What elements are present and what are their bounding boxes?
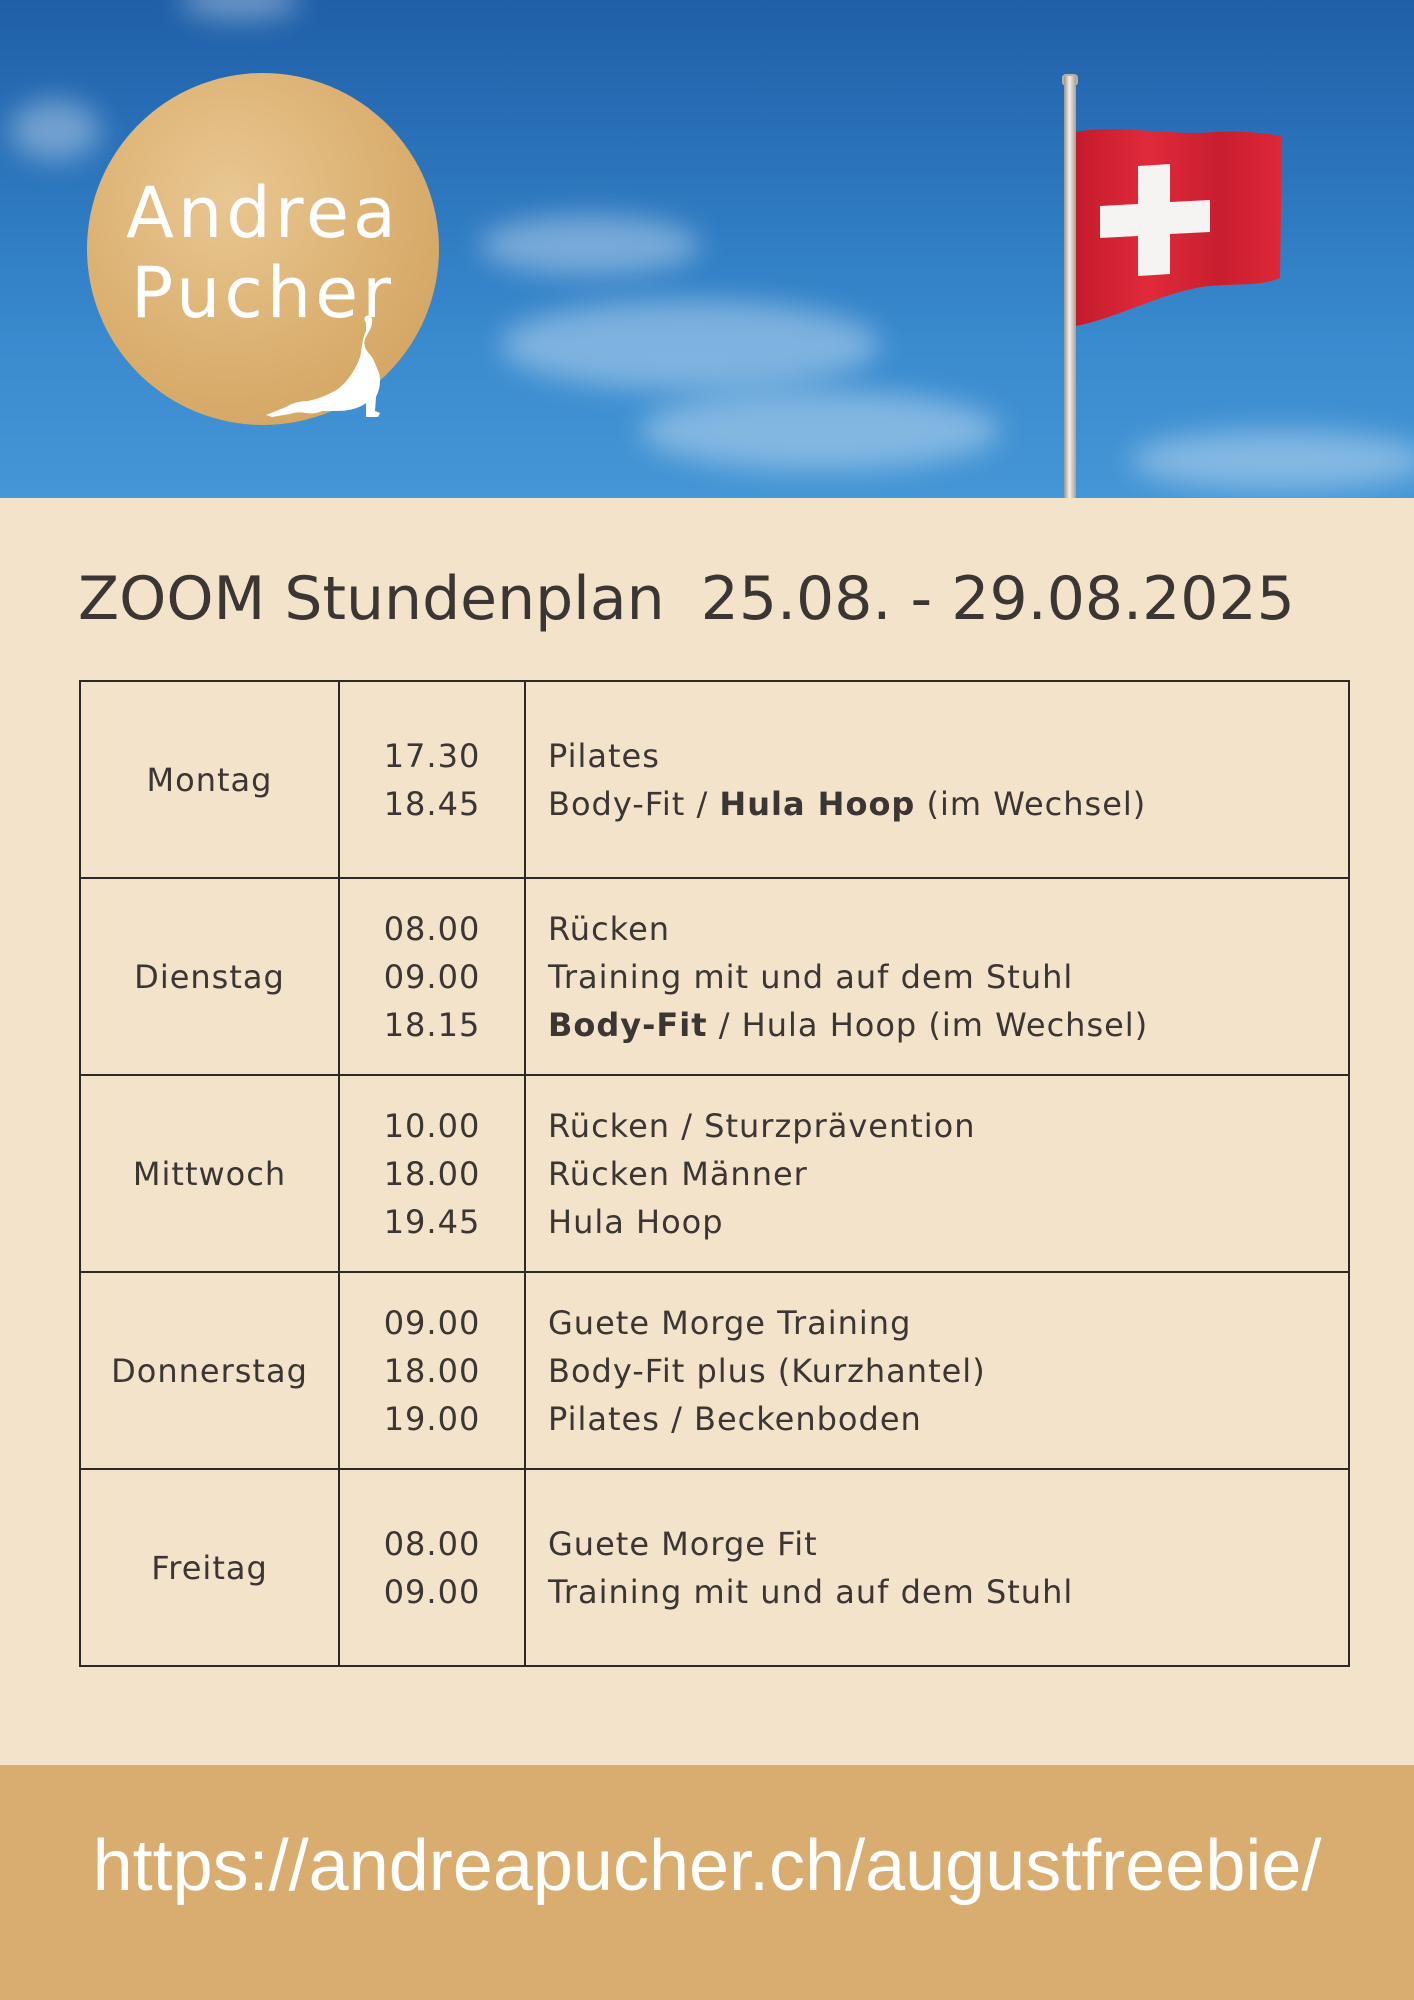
time-value: 08.00 [383,909,481,948]
footer-url-link[interactable]: https://andreapucher.ch/augustfreebie/ [92,1826,1322,1906]
activity-text: Rücken [548,909,671,948]
time-value: 18.45 [383,784,481,823]
day-label: Freitag [151,1548,268,1587]
activity-line [548,1395,1348,1443]
flagpole [1064,76,1076,498]
activity-cell [525,878,1349,1075]
time-value: 18.00 [383,1351,481,1390]
time-cell [339,1272,525,1469]
logo [87,73,439,425]
activity-text: Pilates / Beckenboden [548,1399,922,1438]
activity-text: Rücken Männer [548,1154,808,1193]
day-cell [80,681,339,878]
date-range: 25.08. - 29.08.2025 [700,564,1295,634]
activity-line [548,1150,1348,1198]
activity-line [548,1198,1348,1246]
time-value: 17.30 [383,736,481,775]
day-cell [80,1272,339,1469]
activity-line [548,1520,1348,1568]
title-text: ZOOM Stundenplan [78,564,665,634]
time-value: 09.00 [383,957,481,996]
footer-bar [0,1765,1414,2000]
schedule-row [80,1272,1349,1469]
activity-cell [525,1272,1349,1469]
schedule-row [80,681,1349,878]
schedule-table [79,680,1350,1667]
activity-line [548,732,1348,780]
time-cell [339,681,525,878]
activity-line [548,905,1348,953]
activity-text: Guete Morge Fit [548,1524,818,1563]
activity-line [548,780,1348,828]
activity-line [548,1001,1348,1049]
time-value: 19.00 [383,1399,481,1438]
time-value: 10.00 [383,1106,481,1145]
activity-line [548,1347,1348,1395]
activity-cell [525,1075,1349,1272]
time-value: 19.45 [383,1202,481,1241]
header-sky-photo [0,0,1414,498]
activity-cell [525,1469,1349,1666]
schedule-row [80,878,1349,1075]
activity-cell [525,681,1349,878]
activity-line [548,1102,1348,1150]
time-cell [339,878,525,1075]
day-label: Dienstag [134,957,285,996]
day-cell [80,1075,339,1272]
activity-line [548,1299,1348,1347]
day-cell [80,1469,339,1666]
time-value: 09.00 [383,1303,481,1342]
time-value: 08.00 [383,1524,481,1563]
swiss-flag-icon [1076,128,1284,326]
time-value: 18.00 [383,1154,481,1193]
activity-text: Training mit und auf dem Stuhl [548,957,1074,996]
time-cell [339,1469,525,1666]
day-label: Mittwoch [132,1154,287,1193]
logo-name-last: Pucher [130,252,396,334]
activity-text-highlight: Body-Fit [548,1005,708,1044]
day-label: Montag [146,760,273,799]
day-label: Donnerstag [111,1351,308,1390]
activity-text: Pilates [548,736,660,775]
activity-text: Hula Hoop [548,1202,724,1241]
activity-line [548,953,1348,1001]
logo-name-first: Andrea [126,172,400,254]
activity-text: Training mit und auf dem Stuhl [548,1572,1074,1611]
time-cell [339,1075,525,1272]
activity-text: Guete Morge Training [548,1303,912,1342]
activity-text: Body-Fit / [548,784,720,823]
activity-text-highlight: Hula Hoop [719,784,916,823]
schedule-row [80,1075,1349,1272]
activity-text: (im Wechsel) [915,784,1147,823]
page-title [78,564,1348,634]
activity-text: Body-Fit plus (Kurzhantel) [548,1351,986,1390]
activity-text: / Hula Hoop (im Wechsel) [707,1005,1149,1044]
time-value: 09.00 [383,1572,481,1611]
schedule-row [80,1469,1349,1666]
activity-text: Rücken / Sturzprävention [548,1106,976,1145]
day-cell [80,878,339,1075]
stretching-cat-icon [262,313,412,428]
activity-line [548,1568,1348,1616]
time-value: 18.15 [383,1005,481,1044]
